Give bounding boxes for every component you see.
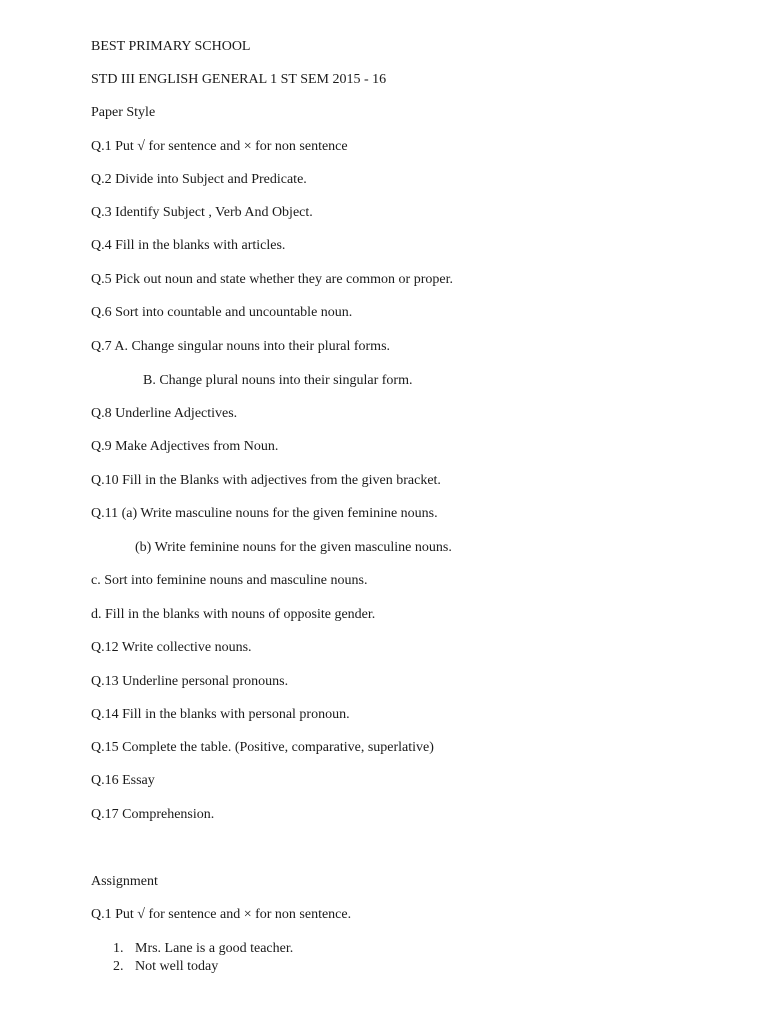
list-item-number: 2.: [113, 959, 124, 974]
question-line: Q.17 Comprehension.: [91, 807, 215, 822]
question-line: Q.13 Underline personal pronouns.: [91, 674, 289, 689]
list-item-text: Mrs. Lane is a good teacher.: [135, 941, 294, 956]
question-line: c. Sort into feminine nouns and masculine nouns.: [91, 573, 368, 588]
question-line: Q.12 Write collective nouns.: [91, 640, 252, 655]
question-line: Q.3 Identify Subject , Verb And Object.: [91, 205, 313, 220]
question-line: Q.6 Sort into countable and uncountable noun.: [91, 305, 353, 320]
assignment-question: Q.1 Put √ for sentence and × for non sentence.: [91, 907, 352, 922]
list-item-number: 1.: [113, 941, 124, 956]
list-item-text: Not well today: [135, 959, 219, 974]
question-line: Q.16 Essay: [91, 773, 155, 788]
question-line: Q.11 (a) Write masculine nouns for the given feminine nouns.: [91, 506, 438, 521]
question-line: Q.5 Pick out noun and state whether they are common or proper.: [91, 272, 453, 287]
section-heading-paper-style: Paper Style: [91, 105, 156, 120]
question-subline: (b) Write feminine nouns for the given masculine nouns.: [135, 540, 452, 555]
question-line: Q.7 A. Change singular nouns into their plural forms.: [91, 339, 391, 354]
question-line: Q.4 Fill in the blanks with articles.: [91, 238, 286, 253]
question-line: Q.10 Fill in the Blanks with adjectives from the given bracket.: [91, 473, 441, 488]
question-line: Q.1 Put √ for sentence and × for non sentence: [91, 139, 348, 154]
question-line: Q.2 Divide into Subject and Predicate.: [91, 172, 307, 187]
question-line: Q.8 Underline Adjectives.: [91, 406, 238, 421]
question-line: d. Fill in the blanks with nouns of opposite gender.: [91, 607, 376, 622]
section-heading-assignment: Assignment: [91, 874, 158, 889]
question-subline: B. Change plural nouns into their singular form.: [143, 373, 413, 388]
question-line: Q.14 Fill in the blanks with personal pronoun.: [91, 707, 350, 722]
question-line: Q.9 Make Adjectives from Noun.: [91, 439, 279, 454]
question-line: Q.15 Complete the table. (Positive, comparative, superlative): [91, 740, 434, 755]
school-name: BEST PRIMARY SCHOOL: [91, 39, 251, 54]
course-title: STD III ENGLISH GENERAL 1 ST SEM 2015 - 16: [91, 72, 387, 87]
